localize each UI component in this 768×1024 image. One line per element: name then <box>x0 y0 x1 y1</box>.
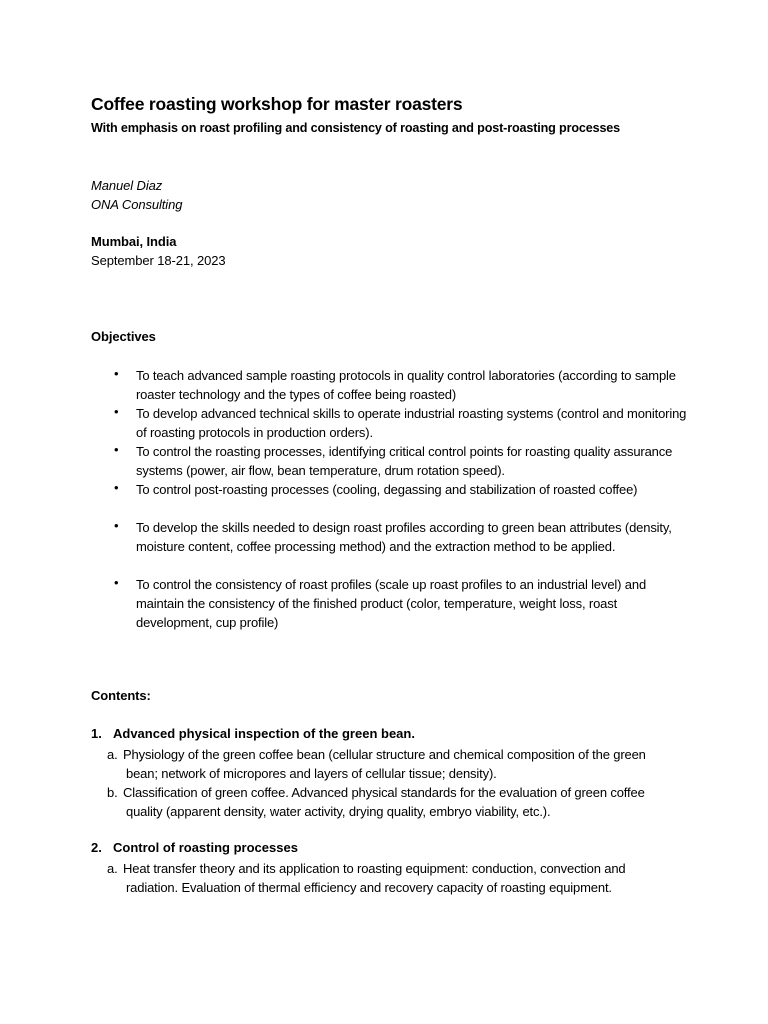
objective-text: To control the roasting processes, identifying critical control points for roasting quality assurance systems (power, air flow, bean temperature, drum rotation speed). <box>136 444 673 478</box>
document-title: Coffee roasting workshop for master roasters <box>91 94 463 114</box>
section-subitem <box>107 859 667 897</box>
objective-text: To control post-roasting processes (cooling, degassing and stabilization of roasted coffee) <box>136 482 638 497</box>
subitem-marker: a. <box>107 861 118 876</box>
event-dates: September 18-21, 2023 <box>91 253 226 268</box>
section-heading <box>91 726 415 741</box>
contents-heading: Contents: <box>91 688 151 703</box>
document-subtitle: With emphasis on roast profiling and consistency of roasting and post-roasting processes <box>91 121 621 135</box>
section-title: Advanced physical inspection of the green bean. <box>113 726 415 741</box>
bullet-icon: • <box>114 366 119 381</box>
objectives-heading: Objectives <box>91 329 156 344</box>
objective-text: To control the consistency of roast profiles (scale up roast profiles to an industrial level) and maintain the consistency of the finished product (color, temperature, weight loss, roast development, cup profile) <box>136 577 647 630</box>
section-subitem <box>107 745 667 783</box>
bullet-icon: • <box>114 518 119 533</box>
author-name: Manuel Diaz <box>91 178 163 193</box>
objective-text: To develop the skills needed to design roast profiles according to green bean attributes (density, moisture content, coffee processing method) and the extraction method to be applied. <box>136 520 672 554</box>
subitem-marker: b. <box>107 785 118 800</box>
bullet-icon: • <box>114 575 119 590</box>
section-heading <box>91 840 298 855</box>
section-number: 2. <box>91 840 102 855</box>
bullet-icon: • <box>114 404 119 419</box>
subitem-text: Heat transfer theory and its application to roasting equipment: conduction, convection and radiation. Evaluation of thermal efficiency and recovery capacity of roasting equipment. <box>123 861 626 895</box>
subitem-text: Classification of green coffee. Advanced physical standards for the evaluation of green coffee quality (apparent density, water activity, drying quality, embryo viability, etc.). <box>123 785 645 819</box>
event-location: Mumbai, India <box>91 234 177 249</box>
objective-text: To develop advanced technical skills to operate industrial roasting systems (control and monitoring of roasting protocols in production orders). <box>136 406 687 440</box>
bullet-icon: • <box>114 480 119 495</box>
section-number: 1. <box>91 726 102 741</box>
subitem-text: Physiology of the green coffee bean (cellular structure and chemical composition of the green bean; network of micropores and layers of cellular tissue; density). <box>123 747 646 781</box>
author-organization: ONA Consulting <box>91 197 183 212</box>
subitem-marker: a. <box>107 747 118 762</box>
section-title: Control of roasting processes <box>113 840 298 855</box>
objective-text: To teach advanced sample roasting protocols in quality control laboratories (according to sample roaster technology and the types of coffee being roasted) <box>136 368 676 402</box>
section-subitem <box>107 783 667 821</box>
bullet-icon: • <box>114 442 119 457</box>
